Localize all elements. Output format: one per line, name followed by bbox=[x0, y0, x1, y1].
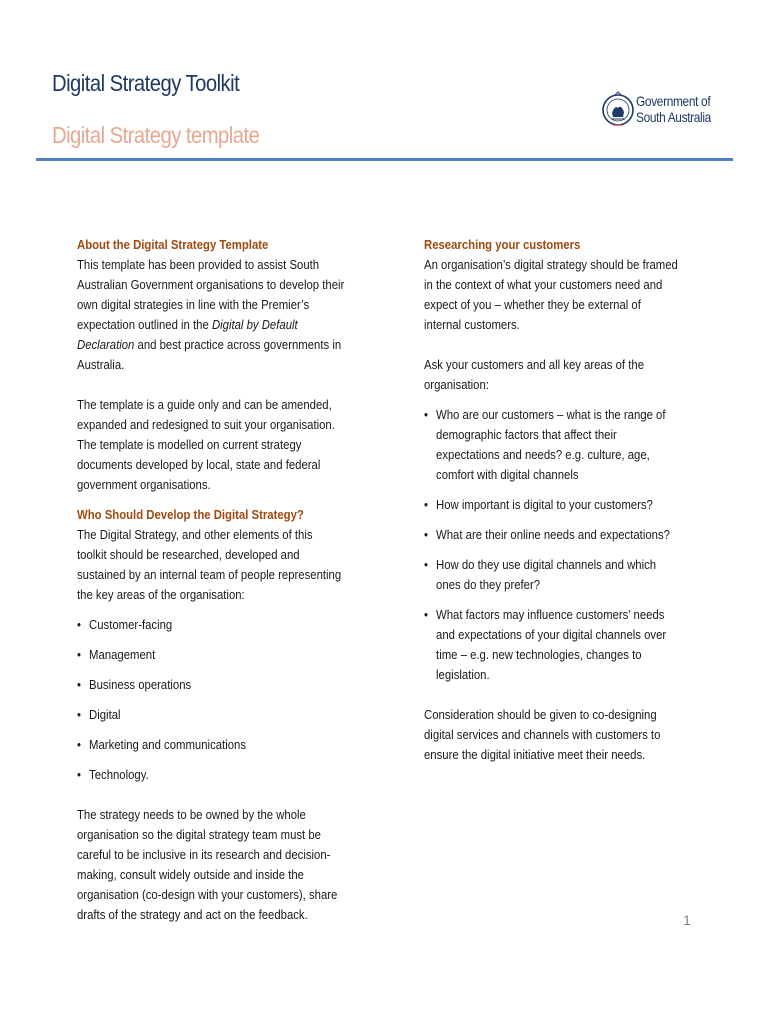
template-title: Digital Strategy template bbox=[52, 122, 260, 148]
about-paragraph-2: The template is a guide only and can be amended, expanded and redesigned to suit your organisation. The template is modelled on current strategy documents developed by local, state and federal government organisations. bbox=[77, 397, 335, 492]
list-item: • How do they use digital channels and which ones do they prefer? bbox=[424, 555, 679, 595]
who-list bbox=[77, 615, 344, 785]
list-item: • Digital bbox=[77, 705, 344, 725]
about-paragraph-1 bbox=[77, 255, 344, 375]
list-item: • What are their online needs and expectations? bbox=[424, 525, 679, 545]
list-item: • Who are our customers – what is the range of demographic factors that affect their expectations and needs? e.g. culture, age, comfort with digital channels bbox=[424, 405, 679, 485]
page-number: 1 bbox=[683, 912, 691, 928]
list-item: • Customer-facing bbox=[77, 615, 344, 635]
research-list bbox=[424, 405, 679, 685]
list-item: • Marketing and communications bbox=[77, 735, 344, 755]
about-heading: About the Digital Strategy Template bbox=[77, 237, 269, 252]
toolkit-title: Digital Strategy Toolkit bbox=[52, 70, 240, 96]
who-paragraph-2: The strategy needs to be owned by the whole organisation so the digital strategy team must be careful to be inclusive in its research and decision-making, consult widely outside and inside the organisation (co-design with your customers), share drafts of the strategy and act on the feedback. bbox=[77, 807, 338, 922]
research-paragraph-2: Ask your customers and all key areas of the organisation: bbox=[424, 357, 644, 392]
who-heading: Who Should Develop the Digital Strategy? bbox=[77, 507, 304, 522]
left-column bbox=[77, 235, 345, 925]
logo-line-1: Government of bbox=[636, 93, 711, 109]
research-heading: Researching your customers bbox=[424, 237, 581, 252]
logo-line-2: South Australia bbox=[636, 109, 711, 125]
list-item: • Business operations bbox=[77, 675, 344, 695]
sa-crest-icon bbox=[601, 86, 634, 135]
header-divider bbox=[36, 158, 733, 161]
research-paragraph-1: An organisation’s digital strategy should be framed in the context of what your customers need and expect of you – whether they be external of internal customers. bbox=[424, 257, 678, 332]
research-paragraph-3: Consideration should be given to co-designing digital services and channels with customers to ensure the digital initiative meet their needs. bbox=[424, 707, 661, 762]
document-header bbox=[0, 0, 768, 170]
who-paragraph-1: The Digital Strategy, and other elements of this toolkit should be researched, developed and sustained by an internal team of people representing the key areas of the organisation: bbox=[77, 527, 342, 602]
digital-by-default-link: Digital by Default Declaration bbox=[77, 317, 298, 352]
list-item: • How important is digital to your customers? bbox=[424, 495, 679, 515]
government-logo bbox=[601, 86, 731, 136]
right-column bbox=[424, 235, 680, 765]
list-item: • Technology. bbox=[77, 765, 344, 785]
logo-wordmark bbox=[636, 93, 711, 125]
about-p1-start: This template has been provided to assist South Australian Government organisations to develop their own digital strategies in line with the Premier’s expectation outlined in the bbox=[77, 257, 345, 332]
list-item: • Management bbox=[77, 645, 344, 665]
about-p1-end: and best practice across governments in Australia. bbox=[77, 337, 342, 372]
list-item: • What factors may influence customers’ needs and expectations of your digital channels over time – e.g. new technologies, changes to legislation. bbox=[424, 605, 679, 685]
